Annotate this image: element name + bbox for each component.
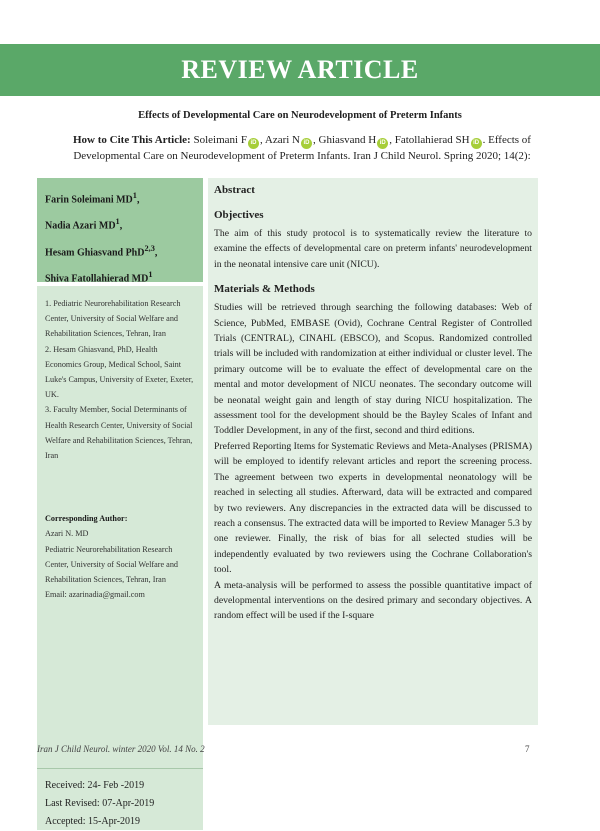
objectives-text: The aim of this study protocol is to systematically review the literature to examine the effects of developmental care on preterm infants' neurodevelopment in the neonatal intensive care unit (NICU).: [214, 228, 532, 270]
citation-author: Azari N: [264, 134, 300, 146]
article-dates: [37, 768, 203, 831]
orcid-icon[interactable]: iD: [471, 138, 482, 149]
citation-label: How to Cite This Article:: [73, 134, 191, 146]
orcid-icon[interactable]: iD: [377, 138, 388, 149]
objectives-heading: Objectives: [214, 209, 264, 221]
revised-date: Last Revised: 07-Apr-2019: [45, 798, 155, 809]
affiliation-item: 1. Pediatric Neurorehabilitation Research Center, University of Social Welfare and Rehabilitation Sciences, Tehran, Iran: [45, 299, 181, 339]
methods-paragraph: A meta-analysis will be performed to assess the possible quantitative impact of developmental interventions on the desired primary and secondary objectives. A random effect will be used if the I-square: [214, 579, 532, 622]
affiliation-item: 2. Hesam Ghiasvand, PhD, Health Economics Group, Medical School, Saint Luke's Campus, University of Exeter, Exeter, UK.: [45, 344, 194, 400]
authors-box: [37, 178, 203, 285]
journal-footer: Iran J Child Neurol. winter 2020 Vol. 14 No. 2: [37, 744, 205, 754]
methods-heading: Materials & Methods: [214, 283, 315, 296]
citation-author: Fatollahierad SH: [394, 134, 470, 146]
citation-block: How to Cite This Article: Soleimani F iD , Azari N iD , Ghiasvand H iD , Fatollahierad SH iD . Effects of Developmental Care on Neurodevelopment of Preterm Infants. Iran J Child Neurol. Spring 2020; 14(2):: [73, 134, 531, 162]
citation-rest: . Effects of Developmental Care on Neurodevelopment of Preterm Infants. Iran J Child Neurol. Spring 2020; 14(2):: [73, 134, 531, 162]
abstract-panel: [208, 178, 538, 725]
affiliations-list: [45, 296, 195, 463]
author-name: Shiva Fatollahierad $MD^1$: [45, 269, 153, 285]
article-type-banner: [0, 44, 600, 96]
author-name: Nadia Azari $MD^1$,: [45, 217, 123, 232]
author-name: Farin Soleimani $MD^1$,: [45, 191, 140, 206]
page-number: 7: [525, 744, 530, 754]
author-name: Hesam Ghiasvand PhD$^{2,3}$,: [45, 243, 158, 258]
corresponding-address: Pediatric Neurorehabilitation Research Center, University of Social Welfare and Rehabilitation Sciences, Tehran, Iran: [45, 544, 179, 585]
methods-paragraph: Preferred Reporting Items for Systematic Reviews and Meta-Analyses (PRISMA) will be employed to identify relevant articles and report the screening process. The agreement between two experts in developmental neonatology will be reached in selecting all studies. Afterward, data will be extracted and compared by two reviewers. Any discrepancies in the extracted data will be discussed to reach a consensus. The extracted data will be imported to Review Manager 5.3 by one reviewer. Finally, the risk of bias for all selected studies will be independently evaluated by two reviewers using the Cochrane Collaboration's tool.: [214, 440, 533, 576]
article-title: Effects of Developmental Care on Neurodevelopment of Preterm Infants: [138, 110, 462, 121]
received-date: Received: 24- Feb -2019: [45, 780, 145, 791]
affiliation-item: 3. Faculty Member, Social Determinants of Health Research Center, University of Social Welfare and Rehabilitation Sciences, Tehran, Iran: [45, 405, 193, 461]
corresponding-name: Azari N. MD: [45, 529, 89, 539]
abstract-heading: Abstract: [214, 184, 255, 196]
corresponding-title: Corresponding Author:: [45, 514, 128, 524]
corresponding-author: [45, 511, 195, 602]
orcid-icon[interactable]: iD: [301, 138, 312, 149]
methods-paragraph: Studies will be retrieved through searching the following databases: Web of Science, PubMed, EMBASE (Ovid), Cochrane Central Register of Controlled Trials (CENTRAL), CINAHL (EBSCO), and Scopus. Randomized controlled trials will be included with randomization at either individual or cluster level. The primary outcome will be to evaluate the effect of developmental care on the mental and motor development of NICU neonates. The secondary outcome will be neonatal weight gain and length of stay during NICU hospitalization. The assessment tool for the development should be the Bayley Scales of Infant and Toddler Development, in any of the first, second and third editions.: [214, 302, 532, 437]
citation-author: Soleimani F: [193, 134, 247, 146]
accepted-date: Accepted: 15-Apr-2019: [45, 816, 141, 827]
citation-author: Ghiasvand H: [318, 134, 377, 146]
corresponding-email[interactable]: Email: azarinadia@gmail.com: [45, 590, 145, 600]
article-type-label: REVIEW ARTICLE: [181, 55, 419, 84]
orcid-icon[interactable]: iD: [248, 138, 259, 149]
